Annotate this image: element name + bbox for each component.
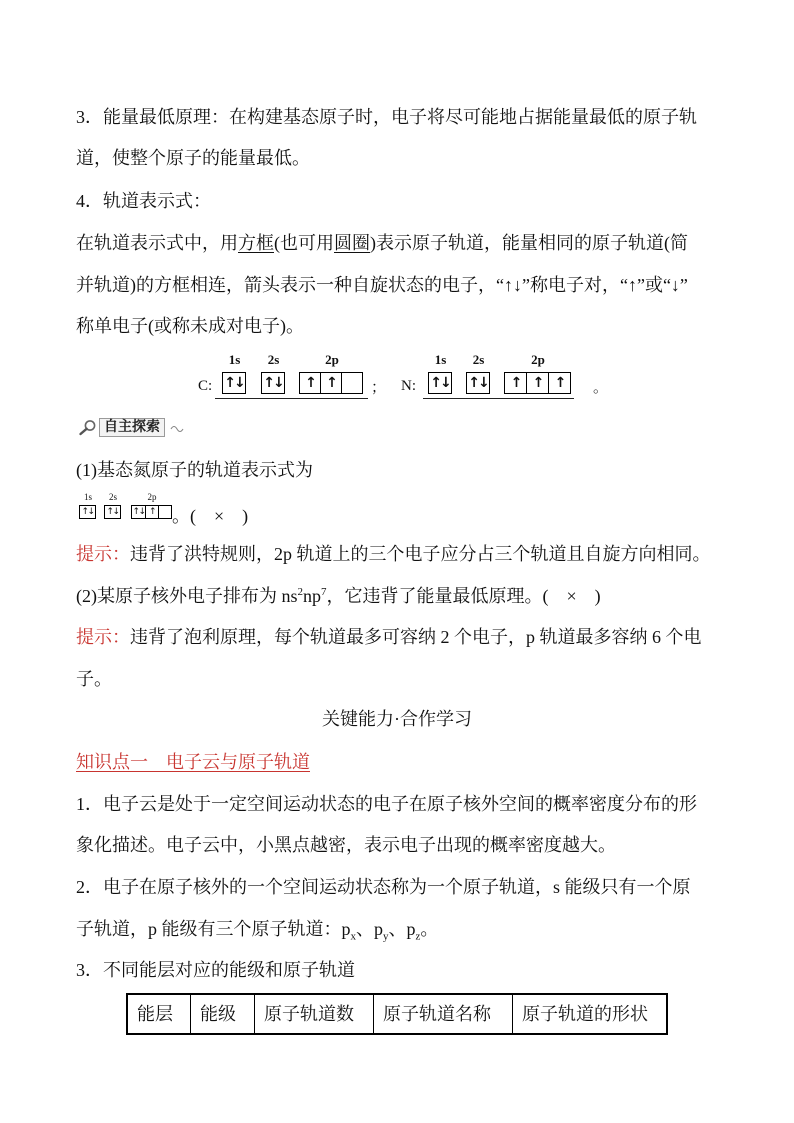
line-text: 、p	[388, 919, 416, 939]
subscript: z	[415, 930, 421, 943]
orbital-box: ↑	[526, 373, 548, 393]
nitrogen-2s-orbital	[466, 372, 490, 394]
line-text: (也可用	[274, 233, 334, 253]
subscript: x	[350, 930, 356, 943]
hint-label: 提示：	[76, 544, 130, 564]
orbital-box: ↑↓	[430, 375, 450, 391]
question-1-answer: 。( × )	[172, 506, 249, 526]
orbital-box: ↑	[145, 506, 158, 518]
energy-principle-line-1: 3．能量最低原理：在构建基态原子时，电子将尽可能地占据能量最低的原子轨	[76, 107, 697, 127]
table-header-cell: 原子轨道名称	[373, 995, 512, 1033]
nitrogen-2s-label: 2s	[472, 352, 485, 367]
carbon-symbol: C:	[198, 378, 213, 394]
line-text: 。	[420, 919, 439, 939]
item-1-line-2: 象化描述。电子云中，小黑点越密，表示电子出现的概率密度越大。	[76, 835, 616, 855]
orbital-box: ↑↓	[132, 507, 145, 517]
orbital-box: ↑	[305, 375, 315, 391]
item-3-line: 3．不同能层对应的能级和原子轨道	[76, 960, 355, 980]
carbon-1s-orbital	[222, 372, 246, 394]
line-text: 、p	[356, 919, 383, 939]
orbital-notation-line-3: 称单电子(或称未成对电子)。	[76, 316, 304, 336]
orbital-box: ↑	[548, 373, 570, 393]
self-explore-label: 自主探索	[99, 418, 165, 437]
subscript: y	[383, 930, 389, 943]
orbital-box	[341, 373, 362, 393]
energy-principle-line-2: 道，使整个原子的能量最低。	[76, 148, 310, 168]
table-header-cell: 能层	[137, 1004, 173, 1024]
question-1-hint	[76, 542, 711, 566]
hint-text: 违背了洪特规则，2p 轨道上的三个电子应分占三个轨道且自旋方向相同。	[130, 544, 711, 564]
squiggle-decoration	[170, 424, 184, 434]
orbital-notation-line-2: 并轨道)的方框相连，箭头表示一种自旋状态的电子，“↑↓”称电子对，“↑”或“↓”	[76, 275, 688, 295]
q1-2p-label: 2p	[147, 492, 157, 502]
hint-text: 违背了泡利原理，每个轨道最多可容纳 2 个电子，p 轨道最多容纳 6 个电	[130, 627, 702, 647]
section-heading: 关键能力·合作学习	[322, 709, 472, 729]
carbon-1s-label: 1s	[228, 352, 241, 367]
line-text: 在轨道表示式中，用	[76, 233, 238, 253]
line-text: 子轨道，p 能级有三个原子轨道：p	[76, 919, 351, 939]
line-text: ，它违背了能量最低原理。( × )	[326, 586, 601, 606]
nitrogen-underline	[423, 398, 574, 399]
orbital-box: ↑↓	[106, 507, 119, 517]
orbital-table-header	[126, 993, 668, 1035]
line-text: (2)某原子核外电子排布为 ns	[76, 586, 298, 606]
line-text: np	[303, 586, 321, 606]
question-2-hint-line-2: 子。	[76, 669, 112, 689]
carbon-2p-orbitals	[299, 372, 363, 394]
carbon-underline	[215, 398, 368, 399]
nitrogen-2p-orbitals	[504, 372, 571, 394]
knowledge-point-title: 知识点一 电子云与原子轨道	[76, 752, 310, 772]
q1-2p-orbitals	[131, 505, 172, 519]
diagram-separator: ；	[371, 380, 387, 396]
carbon-2s-orbital	[261, 372, 285, 394]
orbital-box: ↑↓	[468, 375, 488, 391]
orbital-box: ↑	[320, 373, 341, 393]
underlined-term-circle: 圆圈	[334, 233, 370, 253]
superscript: 2	[297, 586, 303, 598]
q1-1s-orbital	[79, 505, 96, 519]
line-text: )表示原子轨道，能量相同的原子轨道(简	[370, 233, 688, 253]
table-header-cell: 原子轨道数	[254, 995, 373, 1033]
orbital-notation-title: 4．轨道表示式：	[76, 191, 211, 211]
orbital-box: ↑↓	[224, 375, 244, 391]
orbital-box: ↑	[510, 375, 521, 391]
item-2-line-1: 2．电子在原子核外的一个空间运动状态称为一个原子轨道，s 能级只有一个原	[76, 877, 691, 897]
nitrogen-symbol: N:	[401, 378, 416, 394]
nitrogen-2p-label: 2p	[531, 352, 545, 367]
item-1-line-1: 1．电子云是处于一定空间运动状态的电子在原子核外空间的概率密度分布的形	[76, 794, 697, 814]
orbital-box: ↑↓	[81, 507, 94, 517]
nitrogen-1s-label: 1s	[434, 352, 447, 367]
carbon-2p-label: 2p	[325, 352, 339, 367]
orbital-notation-line-1	[76, 231, 688, 255]
magnifier-icon	[78, 419, 97, 436]
diagram-end-mark: 。	[593, 380, 609, 396]
table-header-cell: 能级	[190, 995, 254, 1033]
orbital-box: ↑↓	[263, 375, 283, 391]
table-header-cell: 原子轨道的形状	[512, 995, 666, 1033]
carbon-2s-label: 2s	[267, 352, 280, 367]
orbital-box	[158, 506, 171, 518]
hint-label: 提示：	[76, 627, 130, 647]
question-1-text: (1)基态氮原子的轨道表示式为	[76, 460, 313, 480]
question-2-text	[76, 584, 601, 608]
superscript: 7	[321, 586, 327, 598]
q1-2s-label: 2s	[108, 492, 117, 502]
q1-1s-label: 1s	[83, 492, 92, 502]
underlined-term-box: 方框	[238, 233, 274, 253]
nitrogen-1s-orbital	[428, 372, 452, 394]
q1-2s-orbital	[104, 505, 121, 519]
question-2-hint-line-1	[76, 625, 702, 649]
item-2-line-2	[76, 917, 438, 941]
